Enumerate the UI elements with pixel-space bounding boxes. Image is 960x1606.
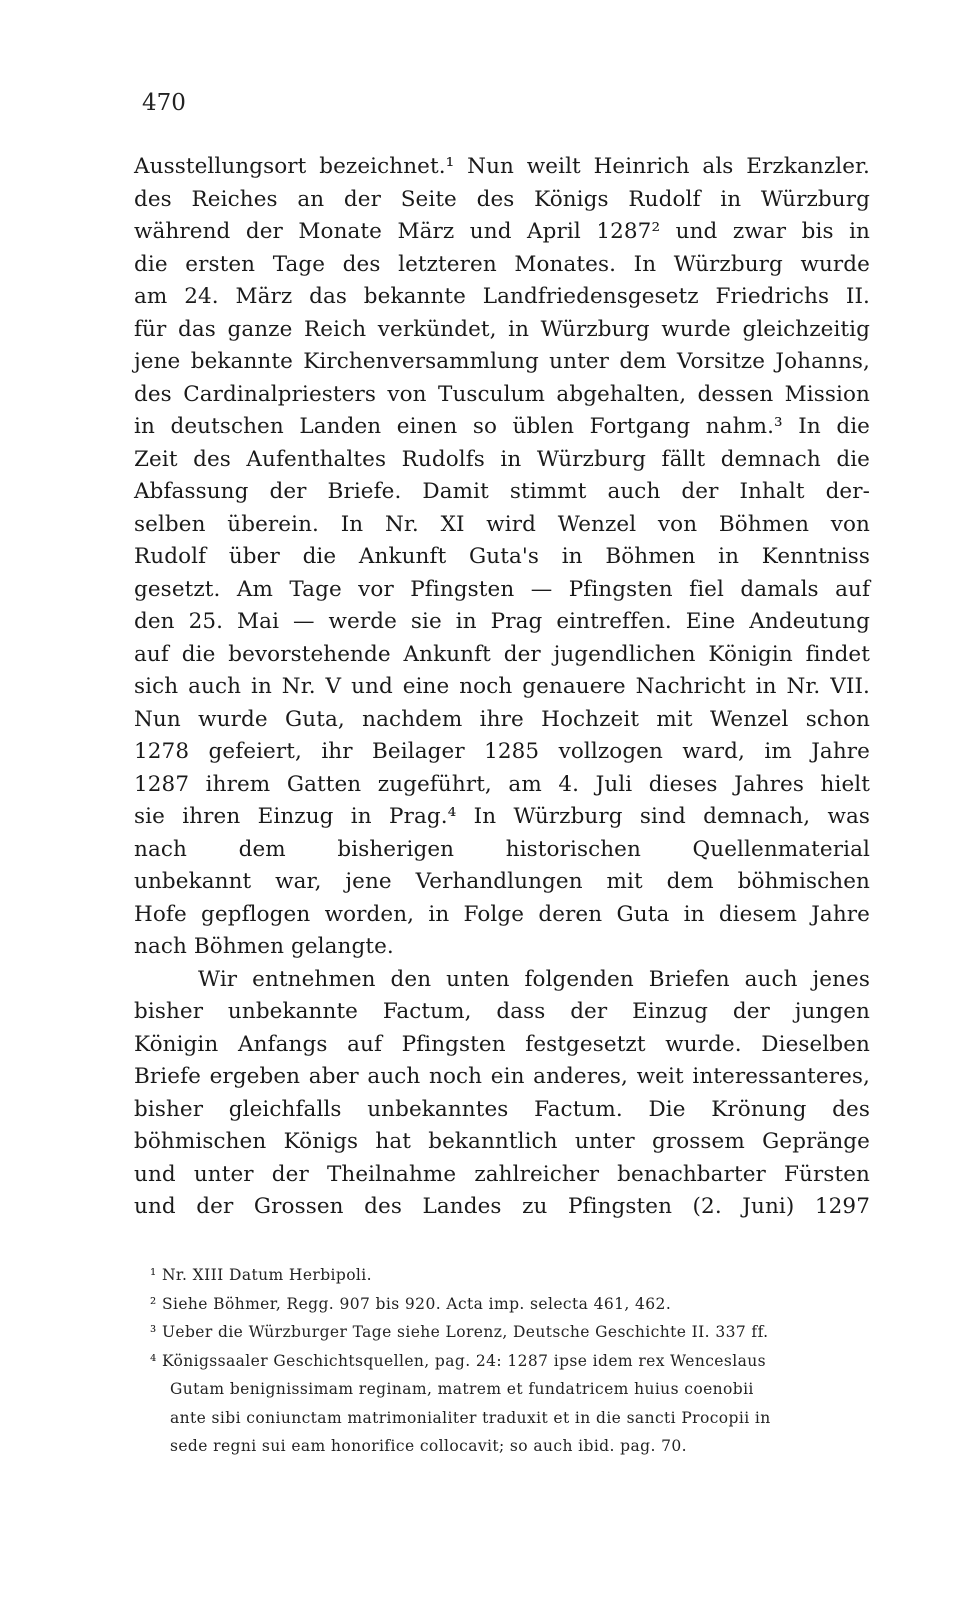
text-line: 1287 ihrem Gatten zugeführt, am 4. Juli dieses Jahres hielt xyxy=(134,771,870,797)
footnote-4-continuation: ante sibi coniunctam matrimonialiter traduxit et in die sancti Procopii in xyxy=(170,1408,771,1427)
text-line: sie ihren Einzug in Prag.⁴ In Würzburg sind demnach, was xyxy=(134,804,870,829)
footnote-4-continuation: sede regni sui eam honorifice collocavit; so auch ibid. pag. 70. xyxy=(170,1437,687,1455)
text-line: Hofe gepflogen worden, in Folge deren Guta in diesem Jahre xyxy=(134,901,870,927)
footnote-1: ¹ Nr. XIII Datum Herbipoli. xyxy=(150,1266,372,1284)
text-line: am 24. März das bekannte Landfriedensgesetz Friedrichs II. xyxy=(134,284,870,309)
text-line: unbekannt war, jene Verhandlungen mit dem böhmischen xyxy=(134,869,870,894)
paragraph-end-line: nach Böhmen gelangte. xyxy=(134,934,394,959)
text-line: in deutschen Landen einen so üblen Fortgang nahm.³ In die xyxy=(134,414,870,439)
text-line: und unter der Theilnahme zahlreicher benachbarter Fürsten xyxy=(134,1161,870,1187)
body-text xyxy=(134,151,870,1224)
footnote-2: ² Siehe Böhmer, Regg. 907 bis 920. Acta imp. selecta 461, 462. xyxy=(150,1294,672,1313)
text-line: auf die bevorstehende Ankunft der jugendlichen Königin findet xyxy=(134,641,870,667)
page-number: 470 xyxy=(142,90,186,116)
text-line: des Cardinalpriesters von Tusculum abgehalten, dessen Mission xyxy=(134,381,870,407)
text-line: böhmischen Königs hat bekanntlich unter grossem Gepränge xyxy=(134,1129,870,1154)
text-line: Nun wurde Guta, nachdem ihre Hochzeit mit Wenzel schon xyxy=(134,706,870,732)
text-line: Königin Anfangs auf Pfingsten festgesetzt wurde. Dieselben xyxy=(134,1031,870,1057)
text-line: bisher gleichfalls unbekanntes Factum. Die Krönung des xyxy=(134,1096,870,1122)
text-line: bisher unbekannte Factum, dass der Einzug der jungen xyxy=(134,999,870,1024)
text-line: Ausstellungsort bezeichnet.¹ Nun weilt Heinrich als Erzkanzler. xyxy=(134,154,870,179)
text-line: des Reiches an der Seite des Königs Rudolf in Würzburg xyxy=(134,186,870,212)
text-line: selben überein. In Nr. XI wird Wenzel von Böhmen von xyxy=(134,511,870,537)
text-line: Briefe ergeben aber auch noch ein anderes, weit interessanteres, xyxy=(134,1064,870,1089)
footnote-4-continuation: Gutam benignissimam reginam, matrem et fundatricem huius coenobii xyxy=(170,1380,754,1398)
text-line: für das ganze Reich verkündet, in Würzburg wurde gleichzeitig xyxy=(134,316,870,342)
text-line: während der Monate März und April 1287² und zwar bis in xyxy=(134,219,870,244)
footnote-3: ³ Ueber die Würzburger Tage siehe Lorenz, Deutsche Geschichte II. 337 ff. xyxy=(150,1323,769,1341)
text-line: Rudolf über die Ankunft Guta's in Böhmen in Kenntniss xyxy=(134,544,870,569)
text-line: sich auch in Nr. V und eine noch genauere Nachricht in Nr. VII. xyxy=(134,674,870,699)
text-line: und der Grossen des Landes zu Pfingsten (2. Juni) 1297 xyxy=(134,1194,870,1219)
text-line: 1278 gefeiert, ihr Beilager 1285 vollzogen ward, im Jahre xyxy=(134,739,870,764)
text-line: nach dem bisherigen historischen Quellenmaterial xyxy=(134,836,870,862)
paragraph-start-line: Wir entnehmen den unten folgenden Briefen auch jenes xyxy=(198,966,870,992)
footnote-4: ⁴ Königssaaler Geschichtsquellen, pag. 24: 1287 ipse idem rex Wenceslaus xyxy=(150,1351,766,1370)
text-line: Zeit des Aufenthaltes Rudolfs in Würzburg fällt demnach die xyxy=(134,446,870,472)
text-line: die ersten Tage des letzteren Monates. In Würzburg wurde xyxy=(134,251,870,277)
text-line: gesetzt. Am Tage vor Pfingsten — Pfingsten fiel damals auf xyxy=(134,576,870,602)
text-line: jene bekannte Kirchenversammlung unter dem Vorsitze Johanns, xyxy=(134,349,870,374)
footnotes xyxy=(150,1261,870,1461)
text-line: Abfassung der Briefe. Damit stimmt auch der Inhalt der- xyxy=(134,479,870,504)
text-line: den 25. Mai — werde sie in Prag eintreffen. Eine Andeutung xyxy=(134,609,870,634)
